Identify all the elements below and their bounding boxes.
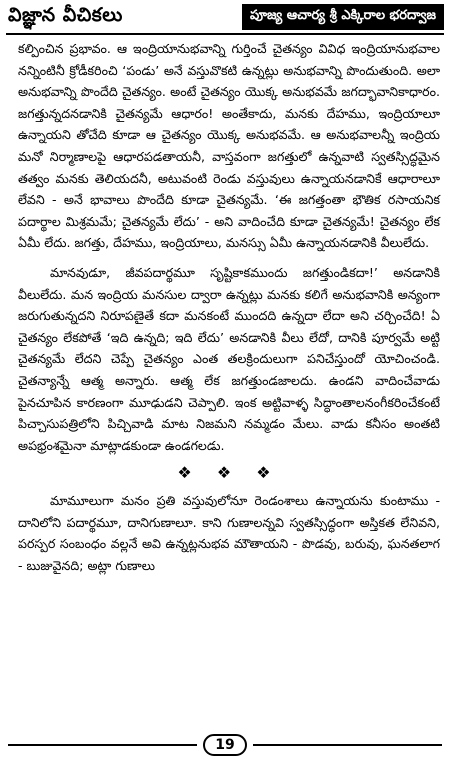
section-separator: ❖ ❖ ❖ (177, 463, 281, 483)
paragraph-gap (18, 254, 440, 262)
footer-rule-left (8, 744, 197, 746)
paragraph-3: మామూలుగా మనం ప్రతి వస్తువులోనూ రెండంశాలు ఉన్నాయను కుంటాము - దానిలోని పదార్థమూ, దానిగుణాలూ. కాని గుణాలన్నవి స్వతస్సిద్ధంగా అస్తికత లేనివని, పరస్పర సంబంధం వల్లనే అవి ఉన్నట్లనుభవ మౌతాయని - పొడవు, బరువు, ఘనతలాగ - బుజువైనది; అట్లా గుణాలు (18, 493, 440, 574)
book-title: విజ్ఞాన వీచికలు (8, 3, 123, 26)
paragraph-2: మానవుడూ, జీవపదార్థమూ సృష్టికాకముందు జగత్తుండికదా!’ అనడానికి వీలులేదు. మన ఇంద్రియ మనసుల ద్వారా ఉన్నట్లు మనకు కలిగే అనుభవానికి అన్యంగా జరుగుతున్నదని నిరూపణైతే కదా మనకంటే ముందది ఉన్నదా లేదా అని చర్చించేది! ఏ చైతన్యం లేకపోతే ‘ఇది ఉన్నది; ఇది లేదు’ అనడానికి వీలు లేదో, దానికి పూర్వమే అట్టి చైతన్యమే లేదని చెప్పే చైతన్యం ఎంత తలక్రిందులుగా పనిచేస్తుందో యోచించండి. చైతన్యాన్నే ఆత్మ అన్నారు. ఆత్మ లేక జగత్తుండజాలదు. ఉండని వాదించేవాడు పైనచూపిన కారణంగా మూఢుడని చెప్పాలి. ఇంక అట్టివాళ్ళ సిద్ధాంతాలనంగీకరించేకంటే పిచ్చాసుపత్రిలోని పిచ్చివాడి మాట నిజమని నమ్మడం మేలు. వాడు కనీసం అంతటి అపభ్రంశమైనా మాట్లాడకుండా ఉండగలడు. (18, 264, 440, 453)
body-text (18, 38, 440, 577)
author-banner: పూజ్య ఆచార్య శ్రీ ఎక్కిరాల భరద్వాజ (242, 4, 444, 30)
page-number: 19 (203, 734, 246, 756)
footer-rule-right (253, 744, 442, 746)
paragraph-1: కల్పించిన ప్రభావం. ఆ ఇంద్రియానుభవాన్ని గుర్తించే చైతన్యం వివిధ ఇంద్రియానుభవాల నన్నింటినీ క్రోడీకరించి ‘పండు’ అనే వస్తువొకటి ఉన్నట్లు అనుభవాన్ని పొందుతుంది. అలా అనుభవాన్ని పొందేది చైతన్యం. అంటే చైతన్యం యొక్క అనుభవమే జగద్భావానికాధారం. జగత్తున్నదనడానికి చైతన్యమే ఆధారం! అంతేకాదు, మనకు దేహము, ఇంద్రియాలూ ఉన్నాయని తోచేది కూడా ఆ చైతన్యం యొక్క అనుభవమే. ఆ అనుభవాలన్నీ ఇంద్రియ మనో నిర్మాణాలపై ఆధారపడతాయనీ, వాస్తవంగా జగత్తులో ఉన్నవాటి స్వతస్సిద్ధమైన తత్వం మనకు తెలియదనీ, అటువంటి రెండు వస్తువులు ఉన్నాయనడానికే ఆధారాలూ లేవని - అనే భావాలు పొందేది కూడా చైతన్యమే. ‘ఈ జగత్తంతా భౌతిక రసాయనిక పదార్థాల మిశ్రమమే; చైతన్యమే లేదు’ - అని వాదించేది కూడా చైతన్యమే! చైతన్యం లేక ఏమీ లేదు. జగత్తు, దేహము, ఇంద్రియాలు, మనస్సు ఏమీ ఉన్నాయనడానికి వీలులేదు. (18, 41, 440, 251)
page-footer (8, 734, 442, 756)
header-rule (6, 33, 444, 35)
page-header (8, 2, 444, 32)
